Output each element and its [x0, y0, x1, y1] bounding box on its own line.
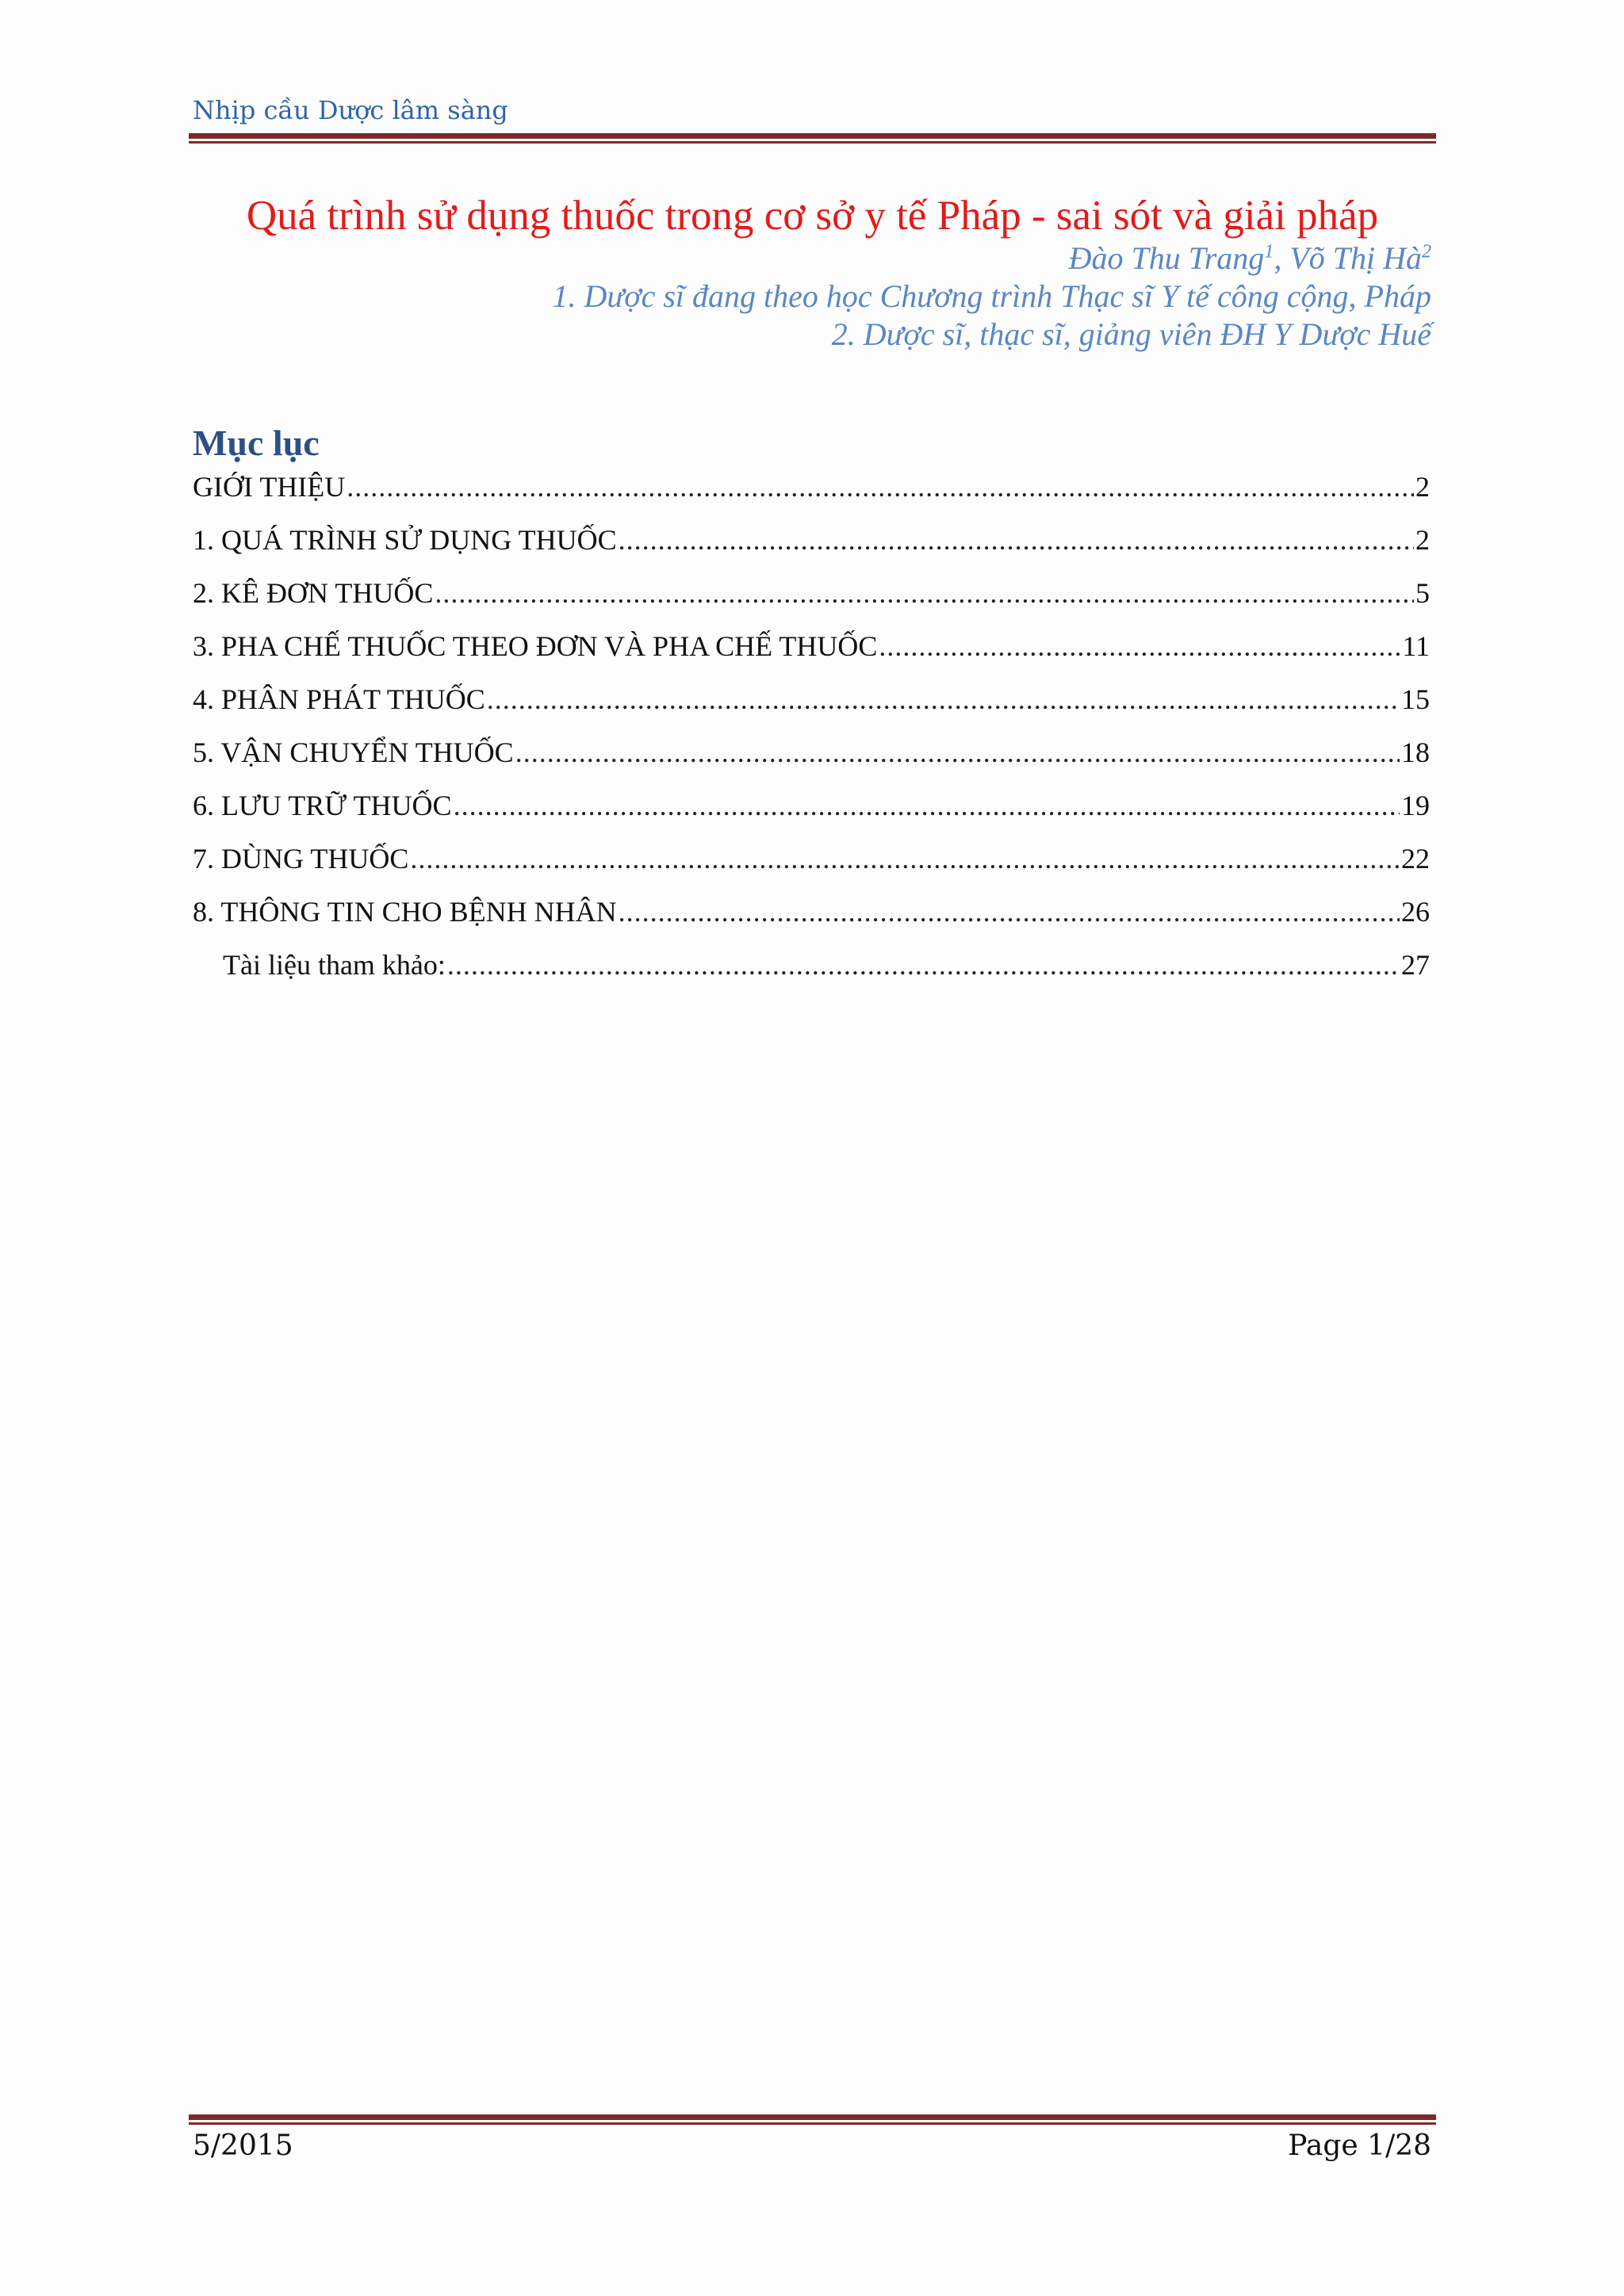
toc-entry[interactable] — [193, 576, 1430, 629]
toc-entry-page: 11 — [1402, 630, 1430, 662]
toc-entry-label: 7. DÙNG THUỐC — [193, 843, 409, 874]
toc-entry-page: 19 — [1401, 790, 1430, 821]
toc-entry-page: 27 — [1401, 949, 1430, 981]
author-line — [553, 239, 1431, 277]
toc-entry[interactable] — [193, 683, 1430, 736]
authors-block — [553, 239, 1431, 354]
toc-entry[interactable] — [193, 629, 1430, 683]
running-header: Nhịp cầu Dược lâm sàng — [193, 95, 508, 125]
toc-entry-page: 2 — [1415, 471, 1430, 503]
author-affiliation-marker: 2 — [1422, 241, 1431, 262]
toc-entry-label: 5. VẬN CHUYỂN THUỐC — [193, 737, 514, 768]
toc-entry[interactable] — [193, 470, 1430, 523]
toc-dot-leader — [619, 523, 1414, 557]
toc-entry[interactable] — [193, 736, 1430, 789]
toc-dot-leader — [454, 789, 1400, 822]
toc-entry-label: 4. PHÂN PHÁT THUỐC — [193, 683, 485, 715]
toc-entry-page: 15 — [1401, 683, 1430, 715]
toc-entry-label: 3. PHA CHẾ THUỐC THEO ĐƠN VÀ PHA CHẾ THUỐC — [193, 630, 878, 662]
affiliation-line: 1. Dược sĩ đang theo học Chương trình Thạc sĩ Y tế công cộng, Pháp — [552, 278, 1431, 314]
toc-entry[interactable] — [193, 948, 1430, 1001]
toc-entry-label: 8. THÔNG TIN CHO BỆNH NHÂN — [193, 896, 617, 928]
toc-heading: Mục lục — [193, 423, 320, 463]
footer-date: 5/2015 — [193, 2130, 293, 2162]
toc-entry-label: 1. QUÁ TRÌNH SỬ DỤNG THUỐC — [193, 524, 617, 556]
toc-dot-leader — [447, 948, 1400, 982]
toc-entry-label: Tài liệu tham khảo: — [223, 949, 446, 981]
affiliation-line: 2. Dược sĩ, thạc sĩ, giảng viên ĐH Y Dược Huế — [831, 316, 1431, 352]
toc-entry-page: 18 — [1401, 737, 1430, 768]
footer-page-number: Page 1/28 — [1288, 2130, 1431, 2162]
toc-entry[interactable] — [193, 895, 1430, 948]
toc-dot-leader — [487, 683, 1400, 716]
toc-dot-leader — [515, 736, 1400, 769]
toc-entry-label: GIỚI THIỆU — [193, 471, 346, 503]
author-affiliation-marker: 1 — [1264, 241, 1274, 262]
toc-dot-leader — [347, 470, 1414, 503]
toc-entry[interactable] — [193, 842, 1430, 895]
toc-entry-page: 5 — [1415, 577, 1430, 609]
author-name: Võ Thị Hà — [1289, 240, 1422, 276]
author-separator: , — [1274, 240, 1290, 276]
table-of-contents — [193, 470, 1430, 1001]
toc-entry-page: 26 — [1401, 896, 1430, 928]
toc-entry-label: 6. LƯU TRỮ THUỐC — [193, 790, 452, 821]
document-title: Quá trình sử dụng thuốc trong cơ sở y tế Pháp - sai sót và giải pháp — [246, 193, 1379, 239]
header-rule — [189, 133, 1436, 144]
toc-dot-leader — [619, 895, 1400, 928]
toc-dot-leader — [410, 842, 1400, 875]
toc-entry[interactable] — [193, 789, 1430, 842]
toc-dot-leader — [879, 629, 1400, 663]
toc-dot-leader — [435, 576, 1414, 610]
toc-entry[interactable] — [193, 523, 1430, 576]
toc-entry-page: 22 — [1401, 843, 1430, 874]
footer-rule — [189, 2114, 1436, 2125]
author-name: Đào Thu Trang — [1068, 240, 1265, 276]
toc-entry-label: 2. KÊ ĐƠN THUỐC — [193, 577, 434, 609]
toc-entry-page: 2 — [1415, 524, 1430, 556]
